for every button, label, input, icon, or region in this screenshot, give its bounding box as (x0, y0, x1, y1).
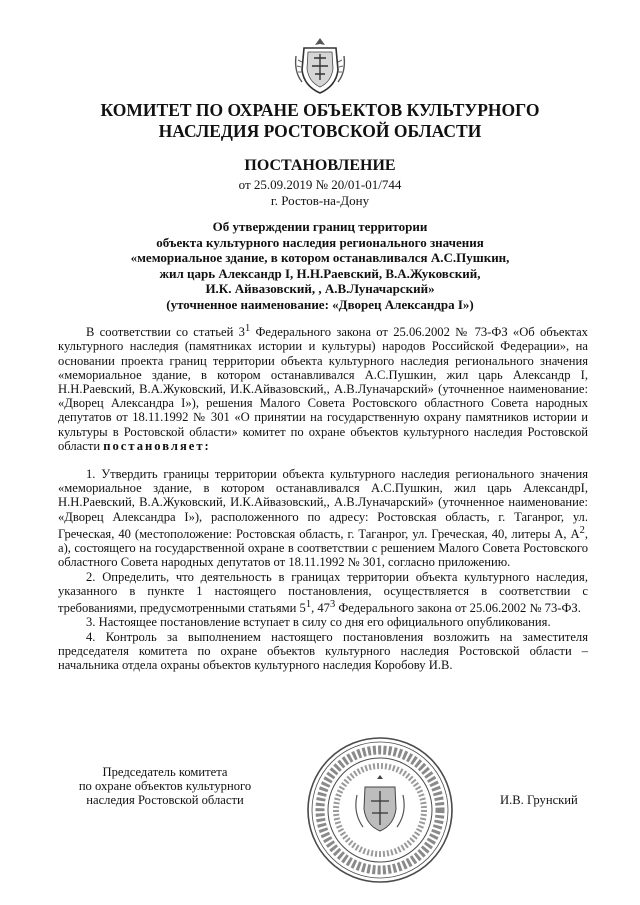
item-text: 2. Определить, что деятельность в границах территории объекта культурного наследия, указанного в пункте 1 настоящего постановления, осуществляется в соответствии с требованиями, предусмотренными статьями 5 (58, 569, 588, 616)
preamble-text: В соответствии со статьей 3 (86, 325, 245, 340)
document-number: от 25.09.2019 № 20/01-01/744 (238, 177, 402, 192)
org-line-1: КОМИТЕТ ПО ОХРАНЕ ОБЪЕКТОВ КУЛЬТУРНОГО (100, 100, 540, 120)
subject-line: Об утверждении границ территории (212, 219, 428, 234)
signer-position (60, 765, 270, 808)
item-3: 3. Настоящее постановление вступает в силу со дня его официального опубликования. (86, 615, 551, 630)
subject-line: (уточненное наименование: «Дворец Александра I») (166, 296, 474, 312)
item-text: 1. Утвердить границы территории объекта культурного наследия регионального значения «мемориальное здание, в котором останавливался А.С.Пушкин, жил царь АлександрI, Н.Н.Раевский, В.А.Жуковский, И.К.Айвазовский,, А.В.Луначарский» (уточненное наименование: «Дворец Александра I»), расположенного по адресу: Ростовская область, г. Таганрог, ул. Греческая, 40 (местоположение: Ростовская область, г. Таганрог, ул. Греческая, 40, литеры А, А (58, 467, 588, 542)
signer-name: И.В. Грунский (500, 793, 578, 807)
document-body (58, 322, 588, 672)
signer-line: по охране объектов культурного (78, 779, 252, 794)
preamble-text: Федерального закона от 25.06.2002 № 73-ФЗ «Об объектах культурного наследия (памятниках истории и культуры) народов Российской Федерации», на основании проекта границ территории объекта культурного наследия регионального значения «мемориальное здание, в котором останавливался А.С.Пушкин, жил царь Александр I, Н.Н.Раевский, В.А.Жуковский, И.К.Айвазовский,, А.В.Луначарский» (уточненное наименование: «Дворец Александра I»), решения Малого Совета Ростовского областного Совета народных депутатов от 18.11.1992 № 301 «О принятии на государственную охрану памятников истории и культуры в Ростовской области» комитет по охране объектов культурного наследия Ростовской области (58, 325, 588, 453)
item-text: , а), состоящего на государственной охране в соответствии с решением Малого Совета Ростовского областного Совета народных депутатов от 18.11.1992 № 301, согласно приложению. (58, 527, 588, 570)
signer-line: наследия Ростовской области (86, 793, 244, 808)
item-4: 4. Контроль за выполнением настоящего постановления возложить на заместителя председателя комитета по охране объектов культурного наследия Ростовской области – начальника отдела охраны объектов культурного наследия Коробову И.В. (58, 629, 588, 673)
coat-of-arms-icon (292, 36, 348, 96)
organization-title (60, 100, 580, 142)
item-text: , 47 (311, 601, 330, 616)
signer-line: Председатель комитета (102, 765, 228, 779)
document-subject (60, 219, 580, 312)
subject-line: объекта культурного наследия регионального значения (156, 234, 484, 250)
superscript: 1 (305, 599, 312, 611)
subject-line: жил царь Александр I, Н.Н.Раевский, В.А.Жуковский, (159, 265, 481, 281)
subject-line: «мемориальное здание, в котором останавливался А.С.Пушкин, (130, 250, 510, 265)
item-text: Федерального закона от 25.06.2002 № 73-ФЗ. (335, 601, 581, 616)
superscript: 1 (244, 323, 251, 334)
org-line-2: НАСЛЕДИЯ РОСТОВСКОЙ ОБЛАСТИ (158, 121, 482, 141)
document-type: ПОСТАНОВЛЕНИЕ (244, 157, 396, 174)
superscript: 3 (329, 599, 336, 611)
item-2 (58, 570, 588, 616)
official-seal-icon (305, 735, 455, 885)
item-1 (58, 467, 588, 570)
document-city: г. Ростов-на-Дону (270, 193, 370, 208)
subject-line: И.К. Айвазовский, , А.В.Луначарский» (205, 281, 435, 296)
preamble-paragraph (58, 322, 588, 453)
resolve-word: постановляет: (103, 438, 211, 453)
superscript: 2 (579, 524, 585, 536)
